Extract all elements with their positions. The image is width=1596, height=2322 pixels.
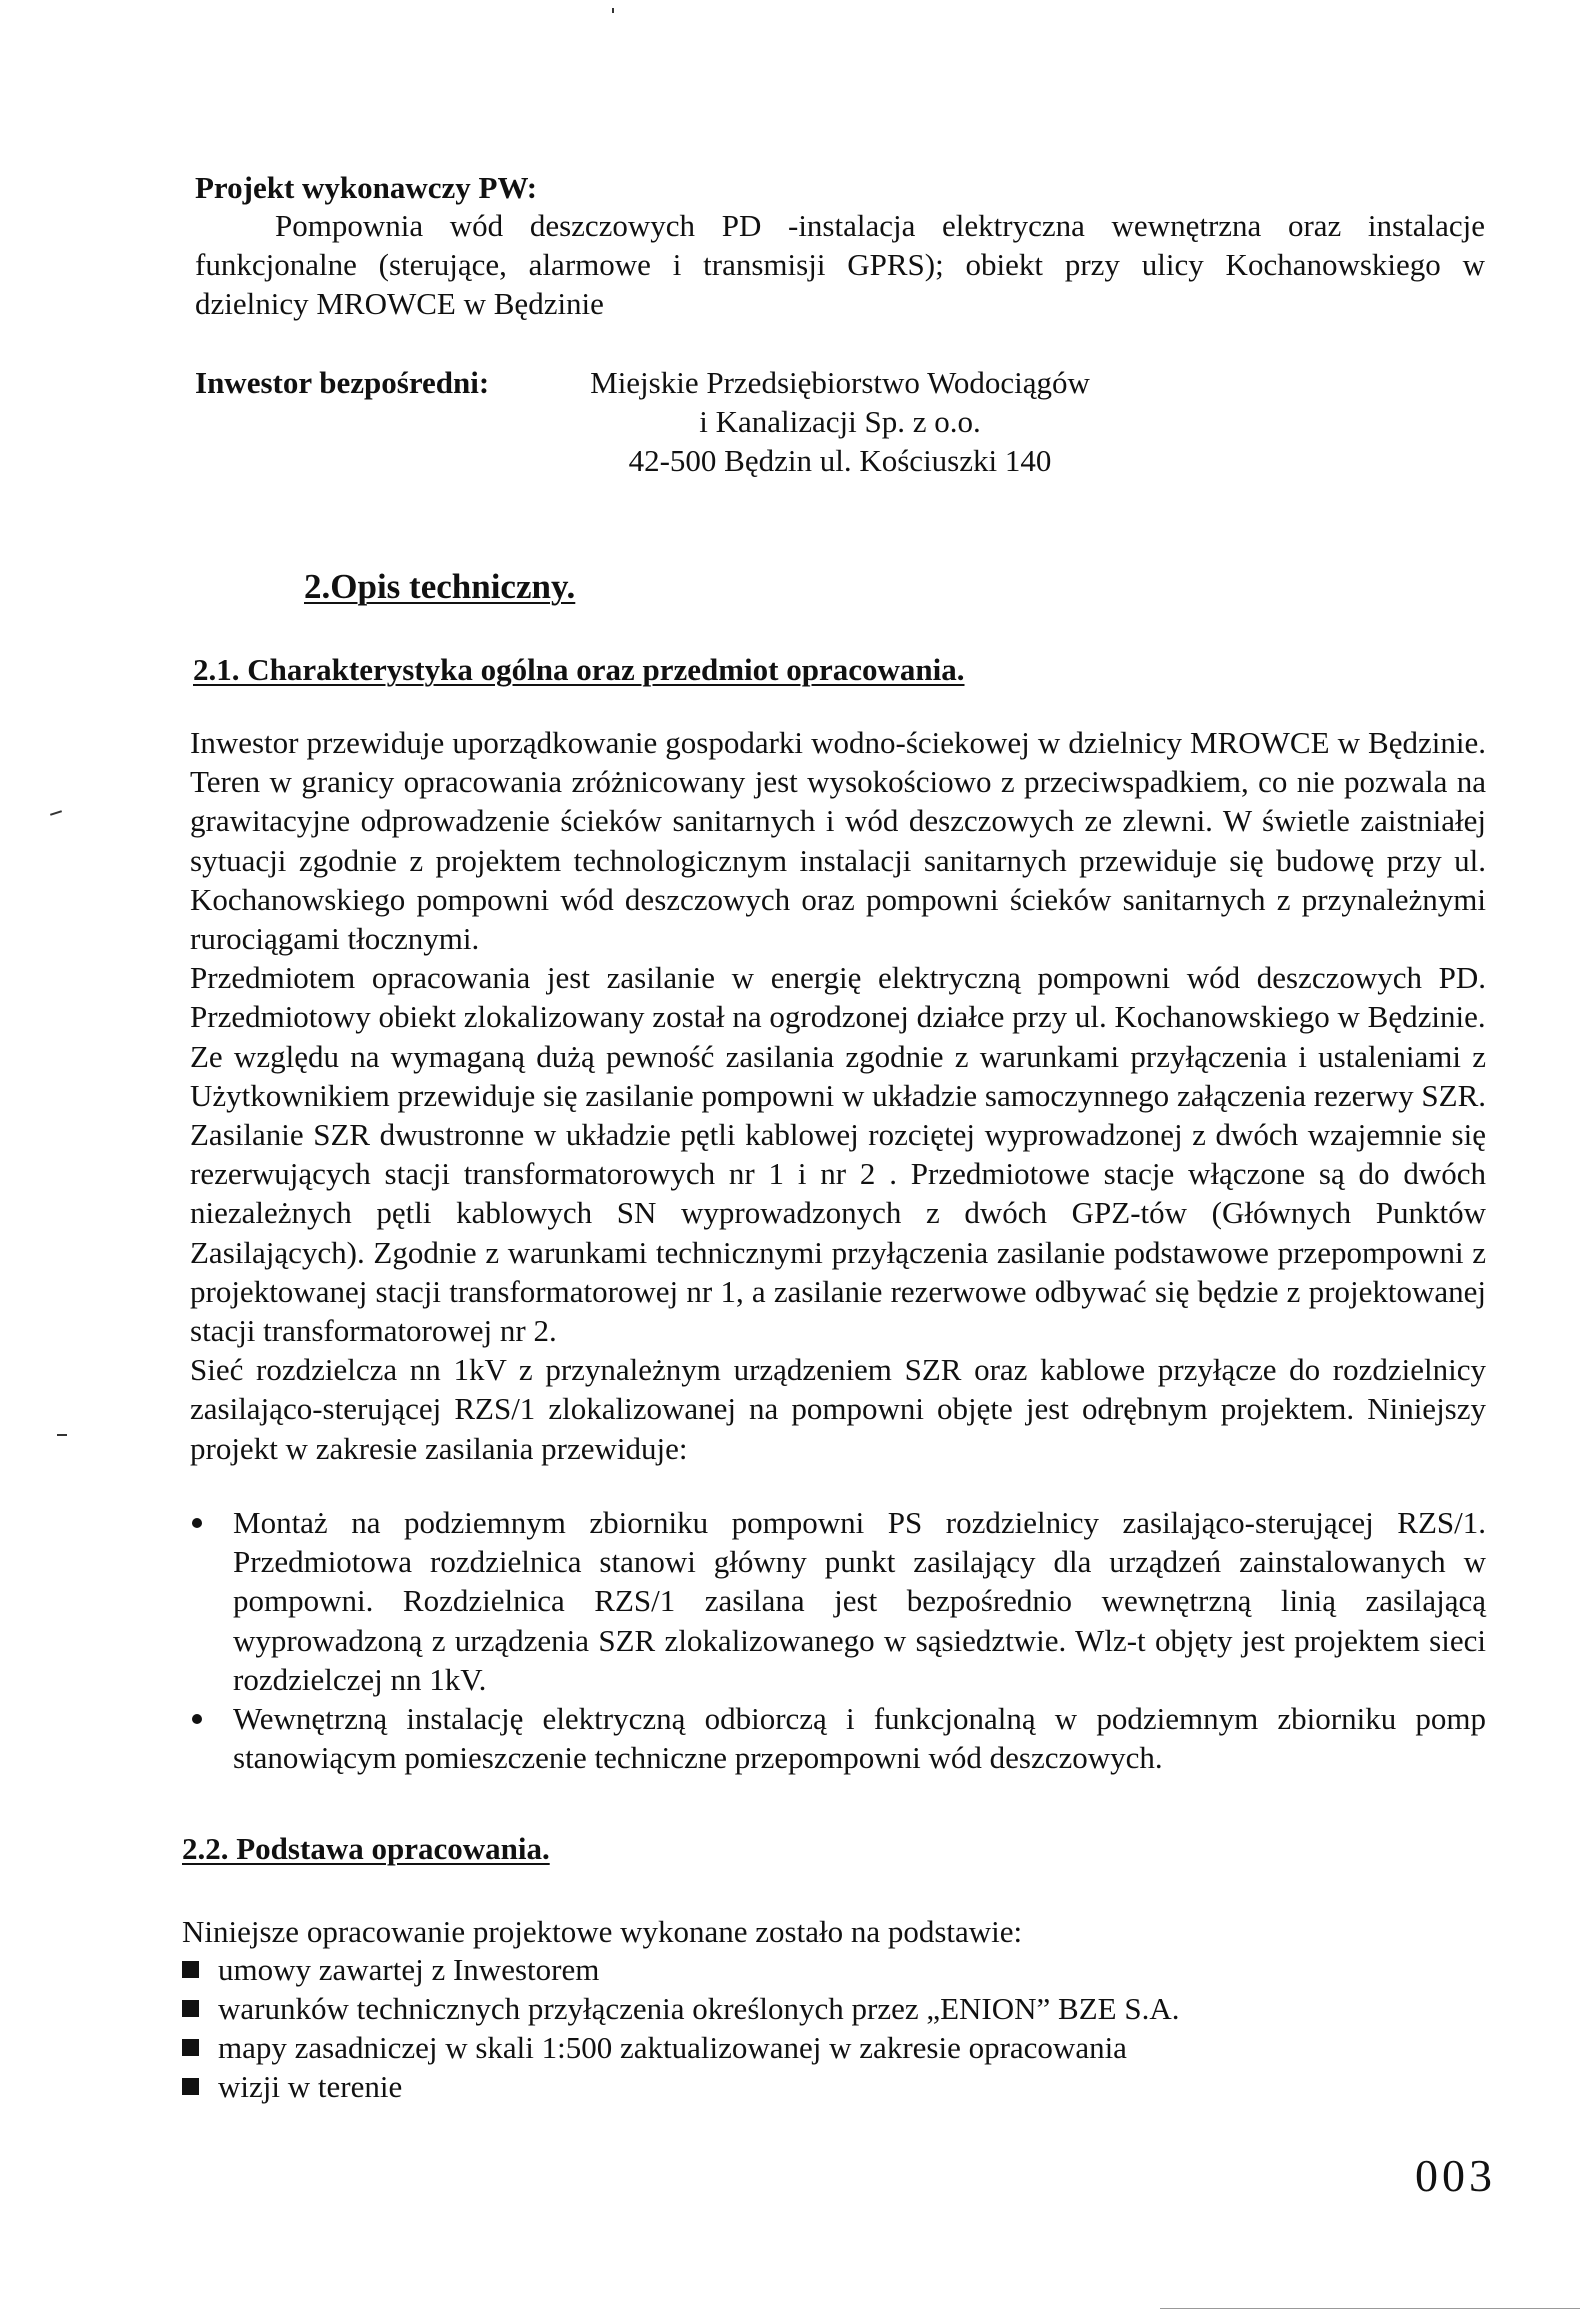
square-bullet-icon <box>182 2039 199 2056</box>
bullet-item <box>190 1503 1486 1699</box>
scan-edge-line <box>1160 2308 1580 2309</box>
investor-line: Miejskie Przedsiębiorstwo Wodociągów <box>590 365 1090 400</box>
basis-item <box>182 2028 1382 2067</box>
basis-item <box>182 1989 1382 2028</box>
bullet-text: Wewnętrzną instalację elektryczną odbiorczą i funkcjonalną w podziemnym zbiorniku pomp stanowiącym pomieszczenie techniczne przepompowni wód deszczowych. <box>233 1701 1486 1776</box>
project-description <box>195 206 1485 323</box>
basis-item-text: mapy zasadniczej w skali 1:500 zaktualizowanej w zakresie opracowania <box>218 2030 1127 2065</box>
scan-speck <box>50 810 62 816</box>
body-paragraph: Inwestor przewiduje uporządkowanie gospodarki wodno-ściekowej w dzielnicy MROWCE w Będzinie. Teren w granicy opracowania zróżnicowany jest wysokościowo z przeciwspadkiem, co nie pozwala na grawitacyjne odprowadzenie ścieków sanitarnych i wód deszczowych ze zlewni. W świetle zaistniałej sytuacji zgodnie z projektem technologicznym instalacji sanitarnych przewiduje się budowę przy ul. Kochanowskiego pompowni wód deszczowych oraz pompowni ścieków sanitarnych z przynależnymi rurociągami tłocznymi. <box>190 725 1486 957</box>
subsection-title-2-2: 2.2. Podstawa opracowania. <box>182 1831 550 1866</box>
investor-line: i Kanalizacji Sp. z o.o. <box>699 404 981 439</box>
basis-item-text: wizji w terenie <box>218 2069 403 2104</box>
project-label: Projekt wykonawczy PW: <box>195 170 538 205</box>
project-desc-line: Pompownia wód deszczowych PD -instalacja elektryczna wewnętrzna oraz instalacje <box>275 208 1485 243</box>
basis-item-text: warunków technicznych przyłączenia określonych przez „ENION” BZE S.A. <box>218 1991 1180 2026</box>
bullet-text: Montaż na podziemnym zbiorniku pompowni PS rozdzielnicy zasilająco-sterującej RZS/1. Przedmiotowa rozdzielnica stanowi główny punkt zasilający dla urządzeń zainstalowanych w pompowni. Rozdzielnica RZS/1 zasilana jest bezpośrednio wewnętrzną linią zasilającą wyprowadzoną z urządzenia SZR zlokalizowanego w sąsiedztwie. Wlz-t objęty jest projektem sieci rozdzielczej nn 1kV. <box>233 1505 1486 1697</box>
subsection-body-2-1 <box>190 723 1486 1468</box>
subsection-title-2-1: 2.1. Charakterystyka ogólna oraz przedmiot opracowania. <box>193 652 965 687</box>
square-bullet-icon <box>182 2000 199 2017</box>
body-paragraph: Sieć rozdzielcza nn 1kV z przynależnym urządzeniem SZR oraz kablowe przyłącze do rozdzielnicy zasilająco-sterującej RZS/1 zlokalizowanej na pompowni objęte jest odrębnym projektem. Niniejszy projekt w zakresie zasilania przewiduje: <box>190 1352 1486 1466</box>
square-bullet-icon <box>182 2078 199 2095</box>
basis-item <box>182 1950 1382 1989</box>
page-number: 003 <box>1415 2150 1496 2201</box>
bullet-list <box>190 1503 1486 1777</box>
body-paragraph: Przedmiotem opracowania jest zasilanie w energię elektryczną pompowni wód deszczowych PD. Przedmiotowy obiekt zlokalizowany został na ogrodzonej działce przy ul. Kochanowskiego w Będzinie. <box>190 960 1486 1035</box>
investor-label: Inwestor bezpośredni: <box>195 365 490 400</box>
scan-speck <box>57 1434 67 1436</box>
project-desc-line: funkcjonalne (sterujące, alarmowe i transmisji GPRS); obiekt przy ulicy Kochanowskiego w <box>195 247 1485 282</box>
body-paragraph: Ze względu na wymaganą dużą pewność zasilania zgodnie z warunkami przyłączenia i ustaleniami z Użytkownikiem przewiduje się zasilanie pompowni w układzie samoczynnego załączenia rezerwy SZR. Zasilanie SZR dwustronne w układzie pętli kablowej rozciętej wyprowadzonej z dwóch wzajemnie się rezerwujących stacji transformatorowych nr 1 i nr 2 . Przedmiotowe stacje włączone są do dwóch niezależnych pętli kablowych SN wyprowadzonych z dwóch GPZ-tów (Głównych Punktów Zasilających). Zgodnie z warunkami technicznymi przyłączenia zasilanie podstawowe przepompowni z projektowanej stacji transformatorowej nr 1, a zasilanie rezerwowe odbywać się będzie z projektowanej stacji transformatorowej nr 2. <box>190 1038 1486 1349</box>
bullet-item <box>190 1699 1486 1777</box>
basis-item <box>182 2067 1382 2106</box>
subsection-intro-2-2: Niniejsze opracowanie projektowe wykonane zostało na podstawie: <box>182 1914 1023 1949</box>
section-title: 2.Opis techniczny. <box>304 567 576 606</box>
investor-block <box>560 363 1120 480</box>
scan-speck <box>612 8 614 13</box>
basis-item-text: umowy zawartej z Inwestorem <box>218 1952 600 1987</box>
investor-line: 42-500 Będzin ul. Kościuszki 140 <box>628 443 1052 478</box>
bullet-dot-icon <box>192 1714 202 1724</box>
project-desc-line: dzielnicy MROWCE w Będzinie <box>195 286 604 321</box>
basis-list <box>182 1950 1382 2106</box>
bullet-dot-icon <box>192 1518 202 1528</box>
square-bullet-icon <box>182 1961 199 1978</box>
